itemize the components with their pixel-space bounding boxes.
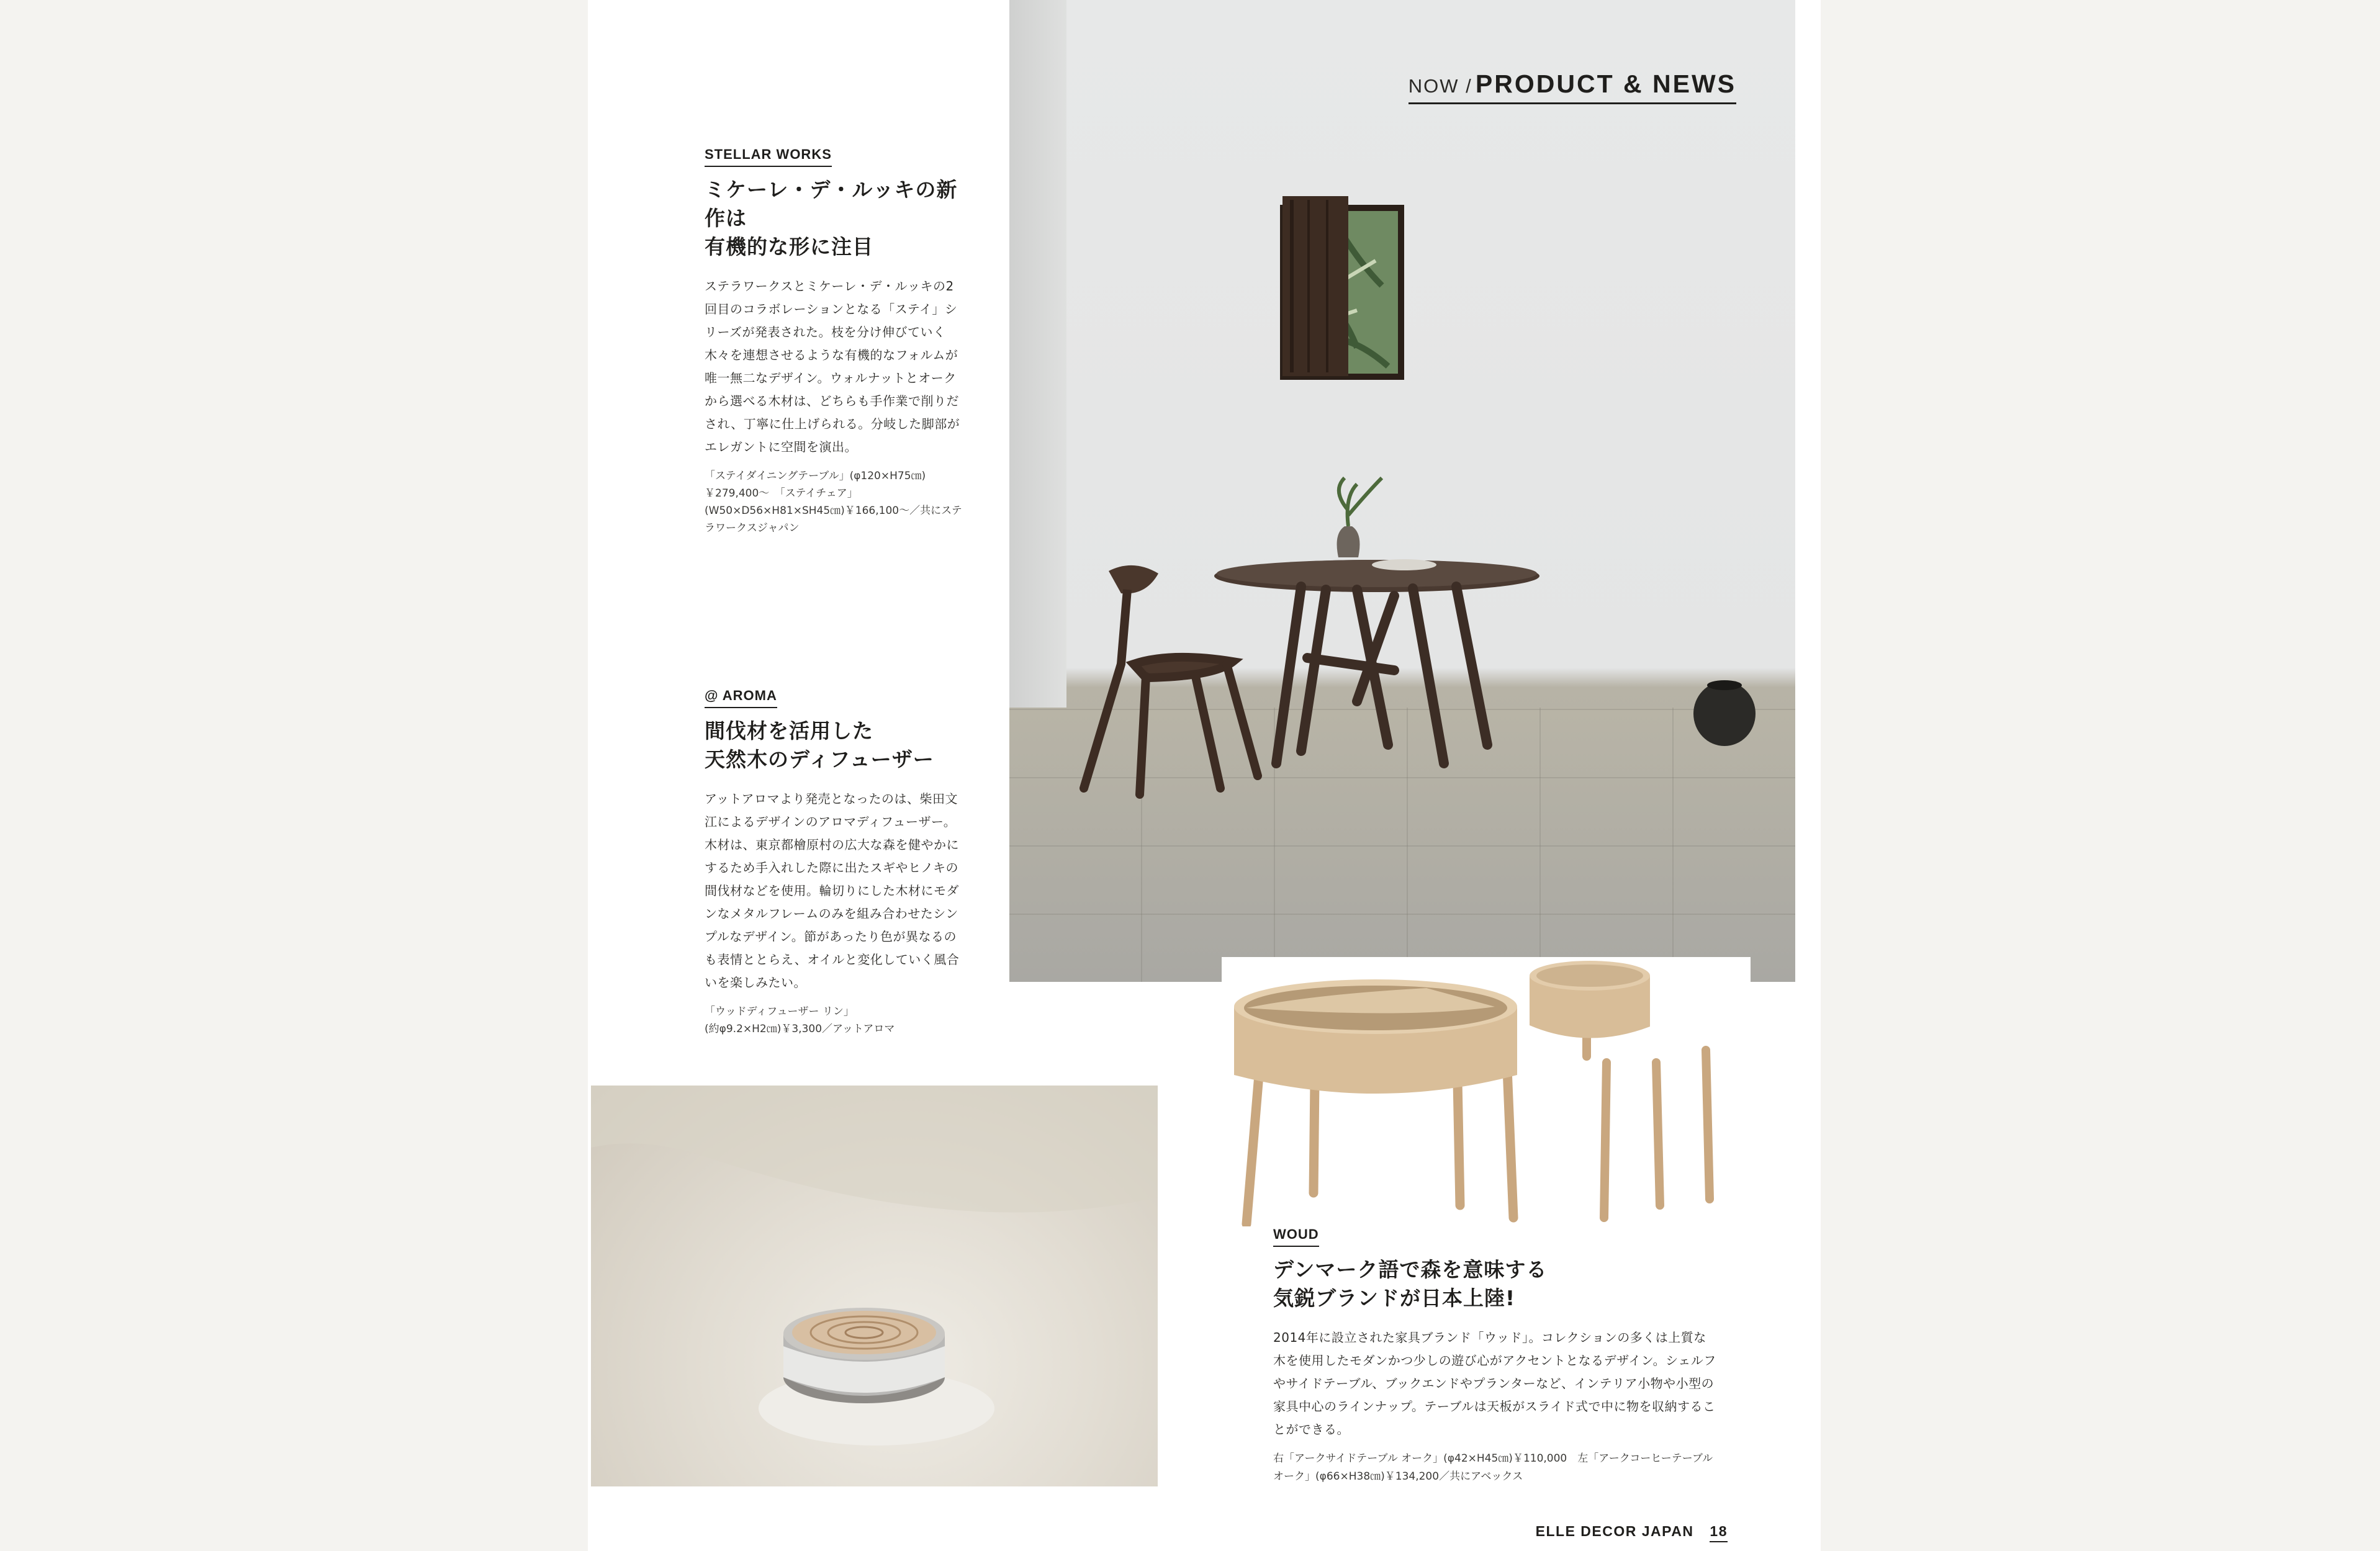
headline-line-2: 有機的な形に注目 <box>705 235 873 259</box>
brand-tag: STELLAR WORKS <box>705 146 832 167</box>
credit-line-2: (約φ9.2×H2㎝)￥3,300／アットアロマ <box>705 1023 895 1035</box>
product-credit <box>705 1003 965 1038</box>
article-body: ステラワークスとミケーレ・デ・ルッキの2回目のコラボレーションとなる「ステイ」シリーズが発表された。枝を分け伸びていく木々を連想させるような有機的なフォルムが唯一無二なデザイン。ウォルナットとオークから選べる木材は、どちらも手作業で削りだされ、丁寧に仕上げられる。分岐した脚部がエレガントに空間を演出。 <box>705 279 960 454</box>
section-title: PRODUCT & NEWS <box>1475 70 1736 98</box>
credit-line-1: 「ウッドディフューザー リン」 <box>705 1005 854 1018</box>
photo-arc-tables <box>1222 957 1751 1226</box>
photo-wood-diffuser <box>591 1086 1158 1486</box>
headline-line-2: 気鋭ブランドが日本上陸! <box>1273 1286 1516 1310</box>
arc-tables-illustration <box>1222 957 1751 1226</box>
photo-dining-table-chair <box>1009 0 1795 982</box>
section-header <box>1409 70 1736 104</box>
product-credit: 右「アークサイドテーブル オーク」(φ42×H45㎝)￥110,000 左「アークコーヒーテーブル オーク」(φ66×H38㎝)￥134,200／共にアベックス <box>1273 1452 1713 1483</box>
product-credit: 「ステイダイニングテーブル」(φ120×H75㎝)￥279,400〜 「ステイチェア」(W50×D56×H81×SH45㎝)￥166,100〜／共にステラワークスジャパン <box>705 470 962 534</box>
publication-name: ELLE DECOR JAPAN <box>1535 1523 1694 1539</box>
article-woud <box>1273 1226 1718 1486</box>
article-headline <box>705 717 965 774</box>
article-body: 2014年に設立された家具ブランド「ウッド」。コレクションの多くは上質な木を使用したモダンかつ少しの遊び心がアクセントとなるデザイン。シェルフやサイドテーブル、ブックエンドやプランターなど、インテリア小物や小型の家具中心のラインナップ。テーブルは天板がスライド式で中に物を収納することができる。 <box>1273 1330 1716 1437</box>
page-number: 18 <box>1710 1523 1728 1542</box>
magazine-page <box>588 0 1821 1551</box>
article-at-aroma <box>705 688 965 1038</box>
page-footer <box>1536 1523 1728 1540</box>
section-prefix: NOW / <box>1408 75 1472 97</box>
wood-diffuser-illustration <box>591 1086 1158 1486</box>
article-stellar-works <box>705 146 965 537</box>
dining-scene-illustration <box>1009 0 1795 982</box>
headline-line-2: 天然木のディフューザー <box>705 747 934 771</box>
article-headline <box>1273 1256 1718 1313</box>
brand-tag: WOUD <box>1273 1226 1319 1247</box>
article-headline <box>705 176 965 261</box>
headline-line-1: ミケーレ・デ・ルッキの新作は <box>705 178 958 230</box>
headline-line-1: デンマーク語で森を意味する <box>1273 1257 1548 1282</box>
article-body: アットアロマより発売となったのは、柴田文江によるデザインのアロマディフューザー。木材は、東京都檜原村の広大な森を健やかにするため手入れした際に出たスギやヒノキの間伐材などを使用。輪切りにした木材にモダンなメタルフレームのみを組み合わせたシンプルなデザイン。節があったり色が異なるのも表情ととらえ、オイルと変化していく風合いを楽しみたい。 <box>705 791 960 990</box>
brand-tag: @ AROMA <box>705 688 777 708</box>
headline-line-1: 間伐材を活用した <box>705 719 873 743</box>
